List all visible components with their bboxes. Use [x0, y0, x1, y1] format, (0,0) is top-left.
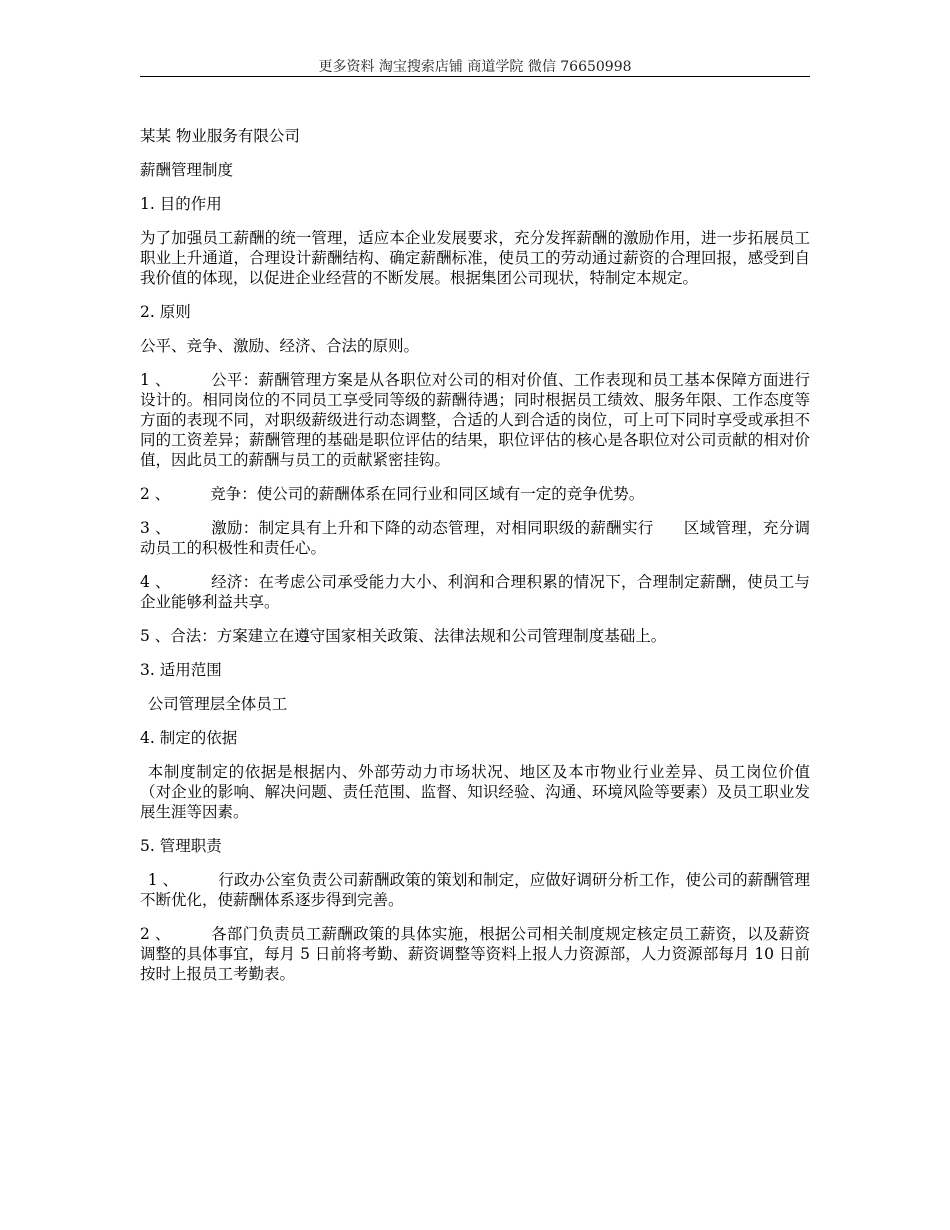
principle-incentive-number: 3 、: [140, 519, 171, 537]
principle-incentive-text-a: 激励：制定具有上升和下降的动态管理，对相同职级的薪酬实行: [210, 519, 654, 537]
section-2-intro: 公平、竞争、激励、经济、合法的原则。: [140, 337, 420, 355]
duty-admin-office: [140, 870, 810, 910]
section-3-heading: 3. 适用范围: [140, 661, 222, 679]
duty-departments: [140, 924, 810, 984]
principle-competition-text: 竞争：使公司的薪酬体系在同行业和同区域有一定的竞争优势。: [210, 485, 645, 503]
principle-fairness-text: 公平：薪酬管理方案是从各职位对公司的相对价值、工作表现和员工基本保障方面进行设计的。相同岗位的不同员工享受同等级的薪酬待遇；同时根据员工绩效、服务年限、工作态度等方面的表现不同，对职级薪级进行动态调整，合适的人到合适的岗位，可上可下同时享受或承担不同的工资差异；薪酬管理的基础是职位评估的结果，职位评估的核心是各职位对公司贡献的相对价值，因此员工的薪酬与员工的贡献紧密挂钩。: [140, 371, 810, 469]
principle-incentive-text-b: 区域管理，充分调动员工的积极性和责任心。: [140, 519, 810, 557]
document-body: [140, 126, 810, 998]
duty-admin-office-text: 行政办公室负责公司薪酬政策的策划和制定，应做好调研分析工作，使公司的薪酬管理不断优化，使薪酬体系逐步得到完善。: [140, 871, 810, 909]
header-divider: [140, 76, 810, 77]
section-5-heading: 5. 管理职责: [140, 837, 222, 855]
principle-fairness-number: 1 、: [140, 371, 171, 389]
principle-competition-number: 2 、: [140, 485, 171, 503]
principle-competition: [140, 484, 810, 504]
section-4-heading: 4. 制定的依据: [140, 729, 238, 747]
section-1-body: 为了加强员工薪酬的统一管理，适应本企业发展要求，充分发挥薪酬的激励作用，进一步拓展员工职业上升通道，合理设计薪酬结构、确定薪酬标准，使员工的劳动通过薪资的合理回报，感受到自我价值的体现，以促进企业经营的不断发展。根据集团公司现状，特制定本规定。: [140, 229, 810, 287]
section-2-heading: 2. 原则: [140, 303, 191, 321]
duty-admin-office-number: 1 、: [147, 871, 179, 889]
principle-economy: [140, 572, 810, 612]
duty-departments-number: 2 、: [140, 925, 171, 943]
principle-economy-number: 4 、: [140, 573, 171, 591]
principle-economy-text: 经济：在考虑公司承受能力大小、利润和合理积累的情况下，合理制定薪酬，使员工与企业能够利益共享。: [140, 573, 810, 611]
section-1-heading: 1. 目的作用: [140, 195, 222, 213]
company-name: 某某 物业服务有限公司: [140, 127, 300, 145]
document-title: 薪酬管理制度: [140, 161, 234, 179]
principle-incentive: [140, 518, 810, 558]
principle-legality: 5 、合法：方案建立在遵守国家相关政策、法律法规和公司管理制度基础上。: [140, 627, 667, 645]
duty-departments-text: 各部门负责员工薪酬政策的具体实施，根据公司相关制度规定核定员工薪资，以及薪资调整的具体事宜，每月 5 日前将考勤、薪资调整等资料上报人力资源部，人力资源部每月 10 日前按时上报员工考勤表。: [140, 925, 810, 983]
page-header: 更多资料 淘宝搜索店铺 商道学院 微信 76650998: [318, 59, 632, 75]
principle-fairness: [140, 370, 810, 470]
section-3-body: 公司管理层全体员工: [147, 695, 288, 713]
section-4-body: 本制度制定的依据是根据内、外部劳动力市场状况、地区及本市物业行业差异、员工岗位价值（对企业的影响、解决问题、责任范围、监督、知识经验、沟通、环境风险等要素）及员工职业发展生涯等因素。: [140, 763, 810, 821]
